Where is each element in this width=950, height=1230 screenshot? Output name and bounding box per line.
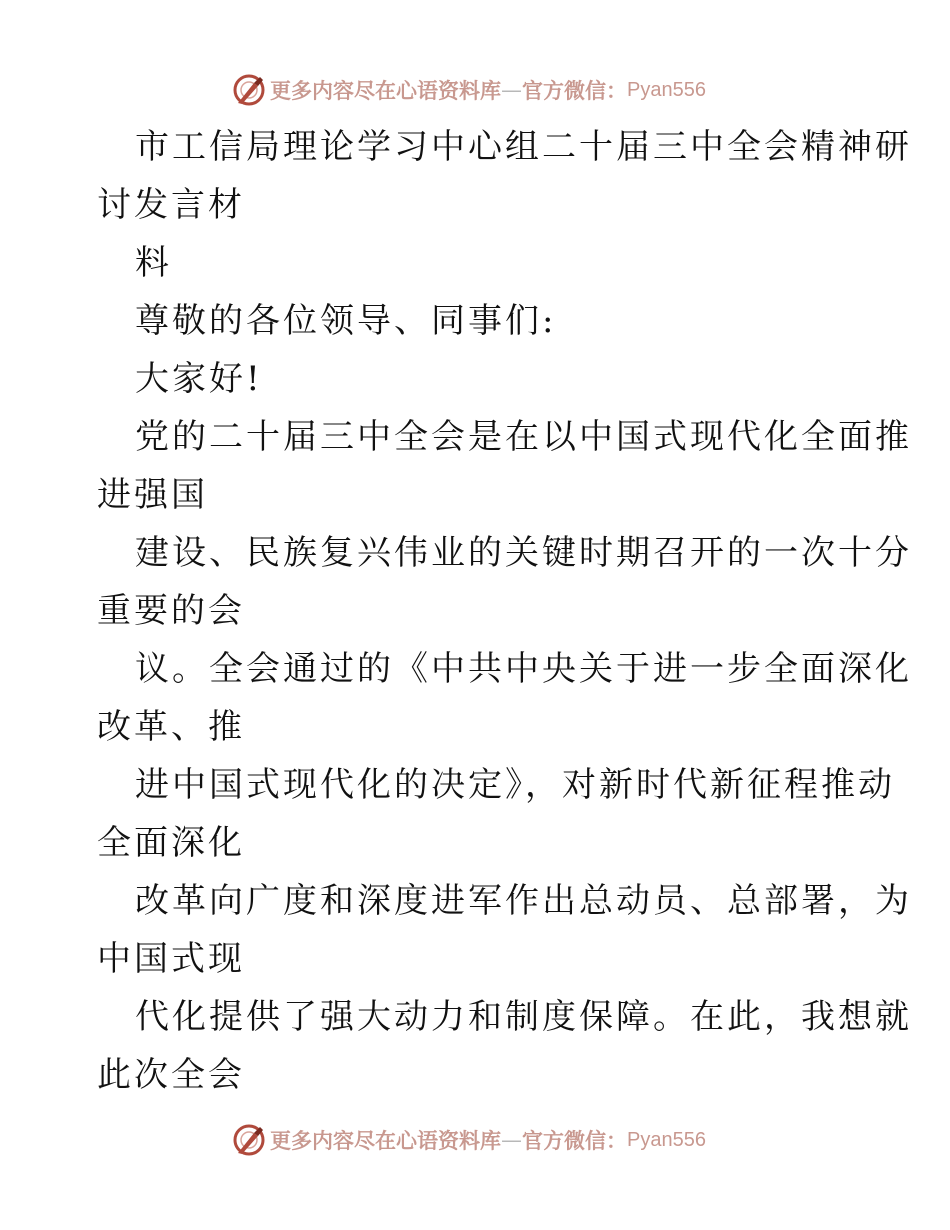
- document-line: 市工信局理论学习中心组二十届三中全会精神研: [135, 127, 912, 167]
- banner-brand-text: 更多内容尽在心语资料库: [270, 1128, 501, 1153]
- banner-dash: —: [501, 78, 522, 102]
- document-line: 全面深化: [97, 823, 245, 863]
- document-line: 讨发言材: [97, 185, 245, 225]
- document-line: 改革、推: [97, 707, 245, 747]
- salutation: 尊敬的各位领导、同事们:: [135, 301, 557, 341]
- banner-wechat-label: 官方微信：: [522, 78, 627, 103]
- banner-wechat-id: Pyan556: [627, 78, 706, 101]
- footer-banner: [232, 1122, 706, 1158]
- document-line: 党的二十届三中全会是在以中国式现代化全面推: [135, 417, 912, 457]
- banner-wechat-id: Pyan556: [627, 1128, 706, 1151]
- document-line: 此次全会: [97, 1055, 245, 1095]
- document-line: 料: [135, 243, 172, 283]
- document-line: 议。全会通过的《中共中央关于进一步全面深化: [135, 649, 912, 689]
- document-body: [97, 118, 912, 1104]
- banner-brand-text: 更多内容尽在心语资料库: [270, 78, 501, 103]
- header-banner: [232, 72, 706, 108]
- document-line: 代化提供了强大动力和制度保障。在此，我想就: [135, 997, 912, 1037]
- document-line: 重要的会: [97, 591, 245, 631]
- document-line: 改革向广度和深度进军作出总动员、总部署，为: [135, 881, 912, 921]
- document-line: 进强国: [97, 475, 208, 515]
- document-line: 中国式现: [97, 939, 245, 979]
- banner-dash: —: [501, 1128, 522, 1152]
- greeting: 大家好!: [135, 359, 263, 399]
- pen-circle-logo-icon: [232, 1123, 266, 1157]
- banner-wechat-label: 官方微信：: [522, 1128, 627, 1153]
- document-line: 建设、民族复兴伟业的关键时期召开的一次十分: [135, 533, 912, 573]
- pen-circle-logo-icon: [232, 73, 266, 107]
- document-line: 进中国式现代化的决定》，对新时代新征程推动: [135, 765, 895, 805]
